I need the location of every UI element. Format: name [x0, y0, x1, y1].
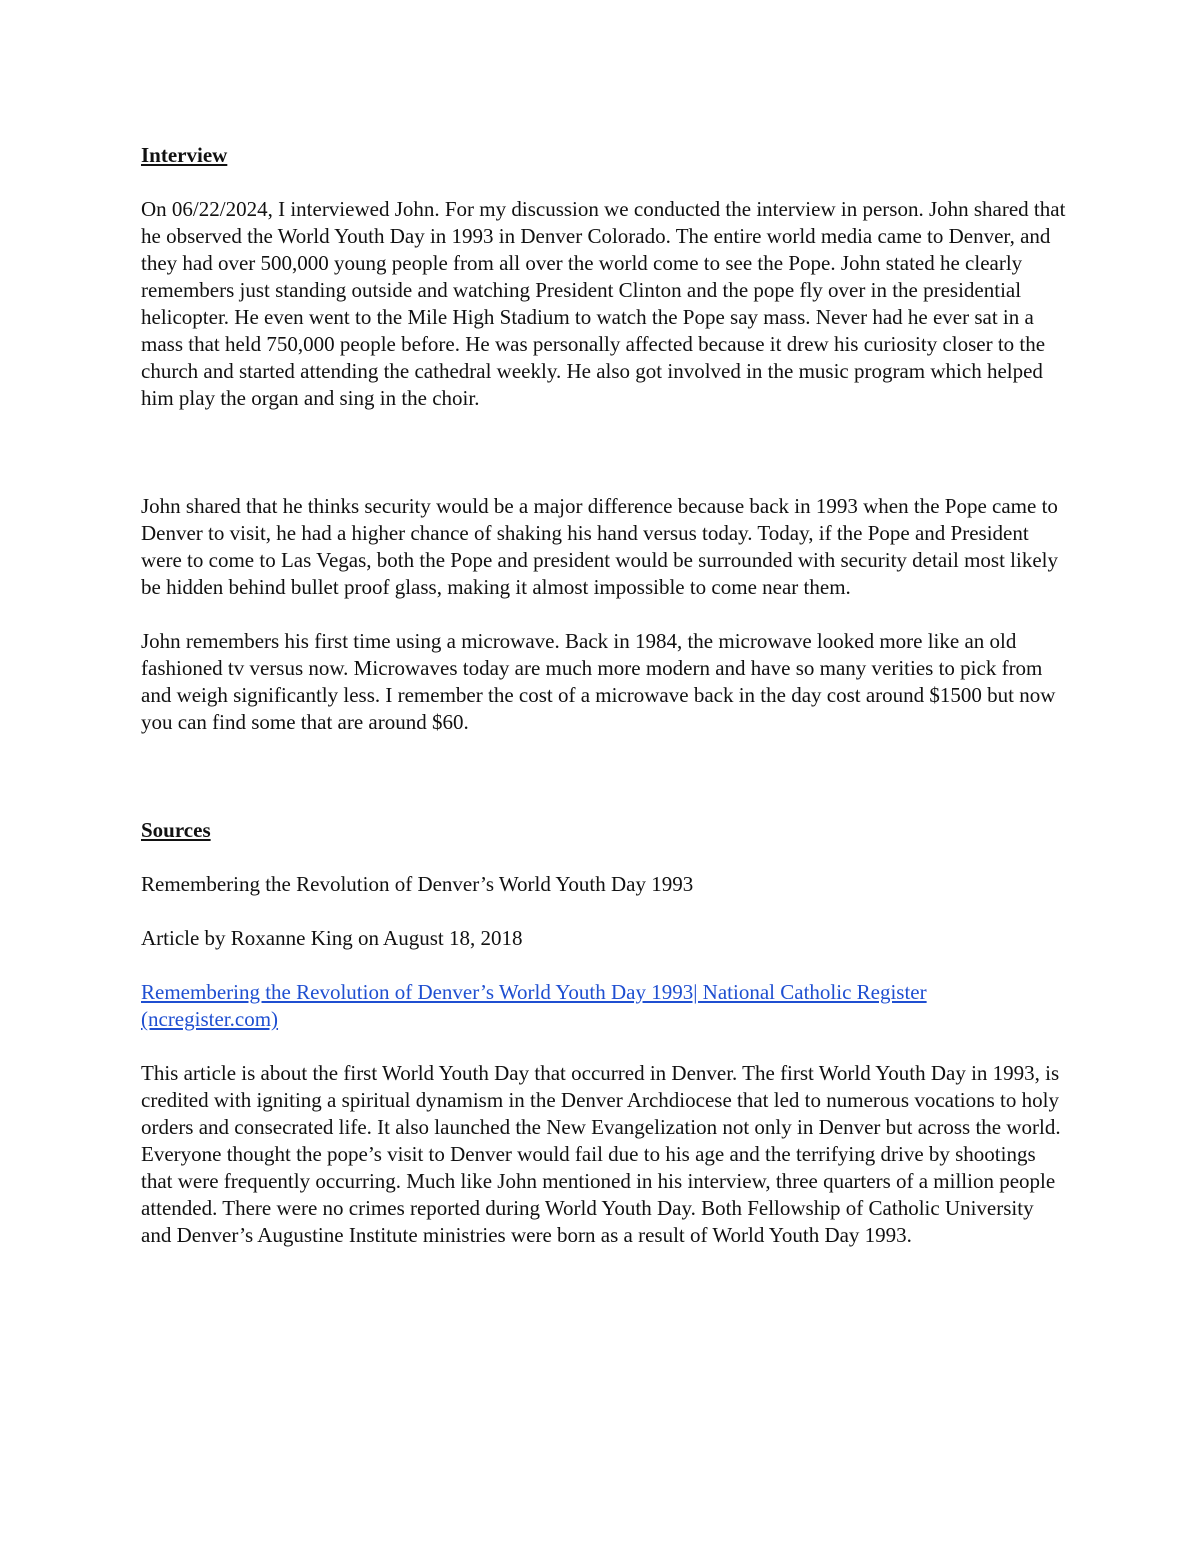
- source-link-paragraph: [141, 979, 1066, 1033]
- spacer: [141, 736, 1066, 817]
- spacer: [141, 601, 1066, 628]
- interview-paragraph-3: John remembers his first time using a microwave. Back in 1984, the microwave looked more like an old fashioned tv versus now. Microwaves today are much more modern and have so many verities to pick from and weigh significantly less. I remember the cost of a microwave back in the day cost around $1500 but now you can find some that are around $60.: [141, 629, 1056, 734]
- spacer: [141, 952, 1066, 979]
- spacer: [141, 1033, 1066, 1060]
- source-summary: This article is about the first World Youth Day that occurred in Denver. The first World Youth Day in 1993, is credited with igniting a spiritual dynamism in the Denver Archdiocese that led to numerous vocations to holy orders and consecrated life. It also launched the New Evangelization not only in Denver but across the world. Everyone thought the pope’s visit to Denver would fail due to his age and the terrifying drive by shootings that were frequently occurring. Much like John mentioned in his interview, three quarters of a million people attended. There were no crimes reported during World Youth Day. Both Fellowship of Catholic University and Denver’s Augustine Institute ministries were born as a result of World Youth Day 1993.: [141, 1061, 1061, 1247]
- source-byline: Article by Roxanne King on August 18, 2018: [141, 926, 523, 950]
- spacer: [141, 844, 1066, 871]
- sources-heading: Sources: [141, 818, 211, 842]
- interview-heading: Interview: [141, 143, 228, 167]
- spacer: [141, 898, 1066, 925]
- spacer: [141, 412, 1066, 493]
- document-body: [141, 142, 1066, 1249]
- interview-paragraph-1: On 06/22/2024, I interviewed John. For my discussion we conducted the interview in person. John shared that he observed the World Youth Day in 1993 in Denver Colorado. The entire world media came to Denver, and they had over 500,000 young people from all over the world come to see the Pope. John stated he clearly remembers just standing outside and watching President Clinton and the pope fly over in the presidential helicopter. He even went to the Mile High Stadium to watch the Pope say mass. Never had he ever sat in a mass that held 750,000 people before. He was personally affected because it drew his curiosity closer to the church and started attending the cathedral weekly. He also got involved in the music program which helped him play the organ and sing in the choir.: [141, 197, 1066, 410]
- source-article-title: Remembering the Revolution of Denver’s World Youth Day 1993: [141, 872, 694, 896]
- source-link[interactable]: Remembering the Revolution of Denver’s World Youth Day 1993| National Catholic Register (ncregister.com): [141, 980, 927, 1031]
- interview-paragraph-2: John shared that he thinks security would be a major difference because back in 1993 when the Pope came to Denver to visit, he had a higher chance of shaking his hand versus today. Today, if the Pope and President were to come to Las Vegas, both the Pope and president would be surrounded with security detail most likely be hidden behind bullet proof glass, making it almost impossible to come near them.: [141, 494, 1058, 599]
- spacer: [141, 169, 1066, 196]
